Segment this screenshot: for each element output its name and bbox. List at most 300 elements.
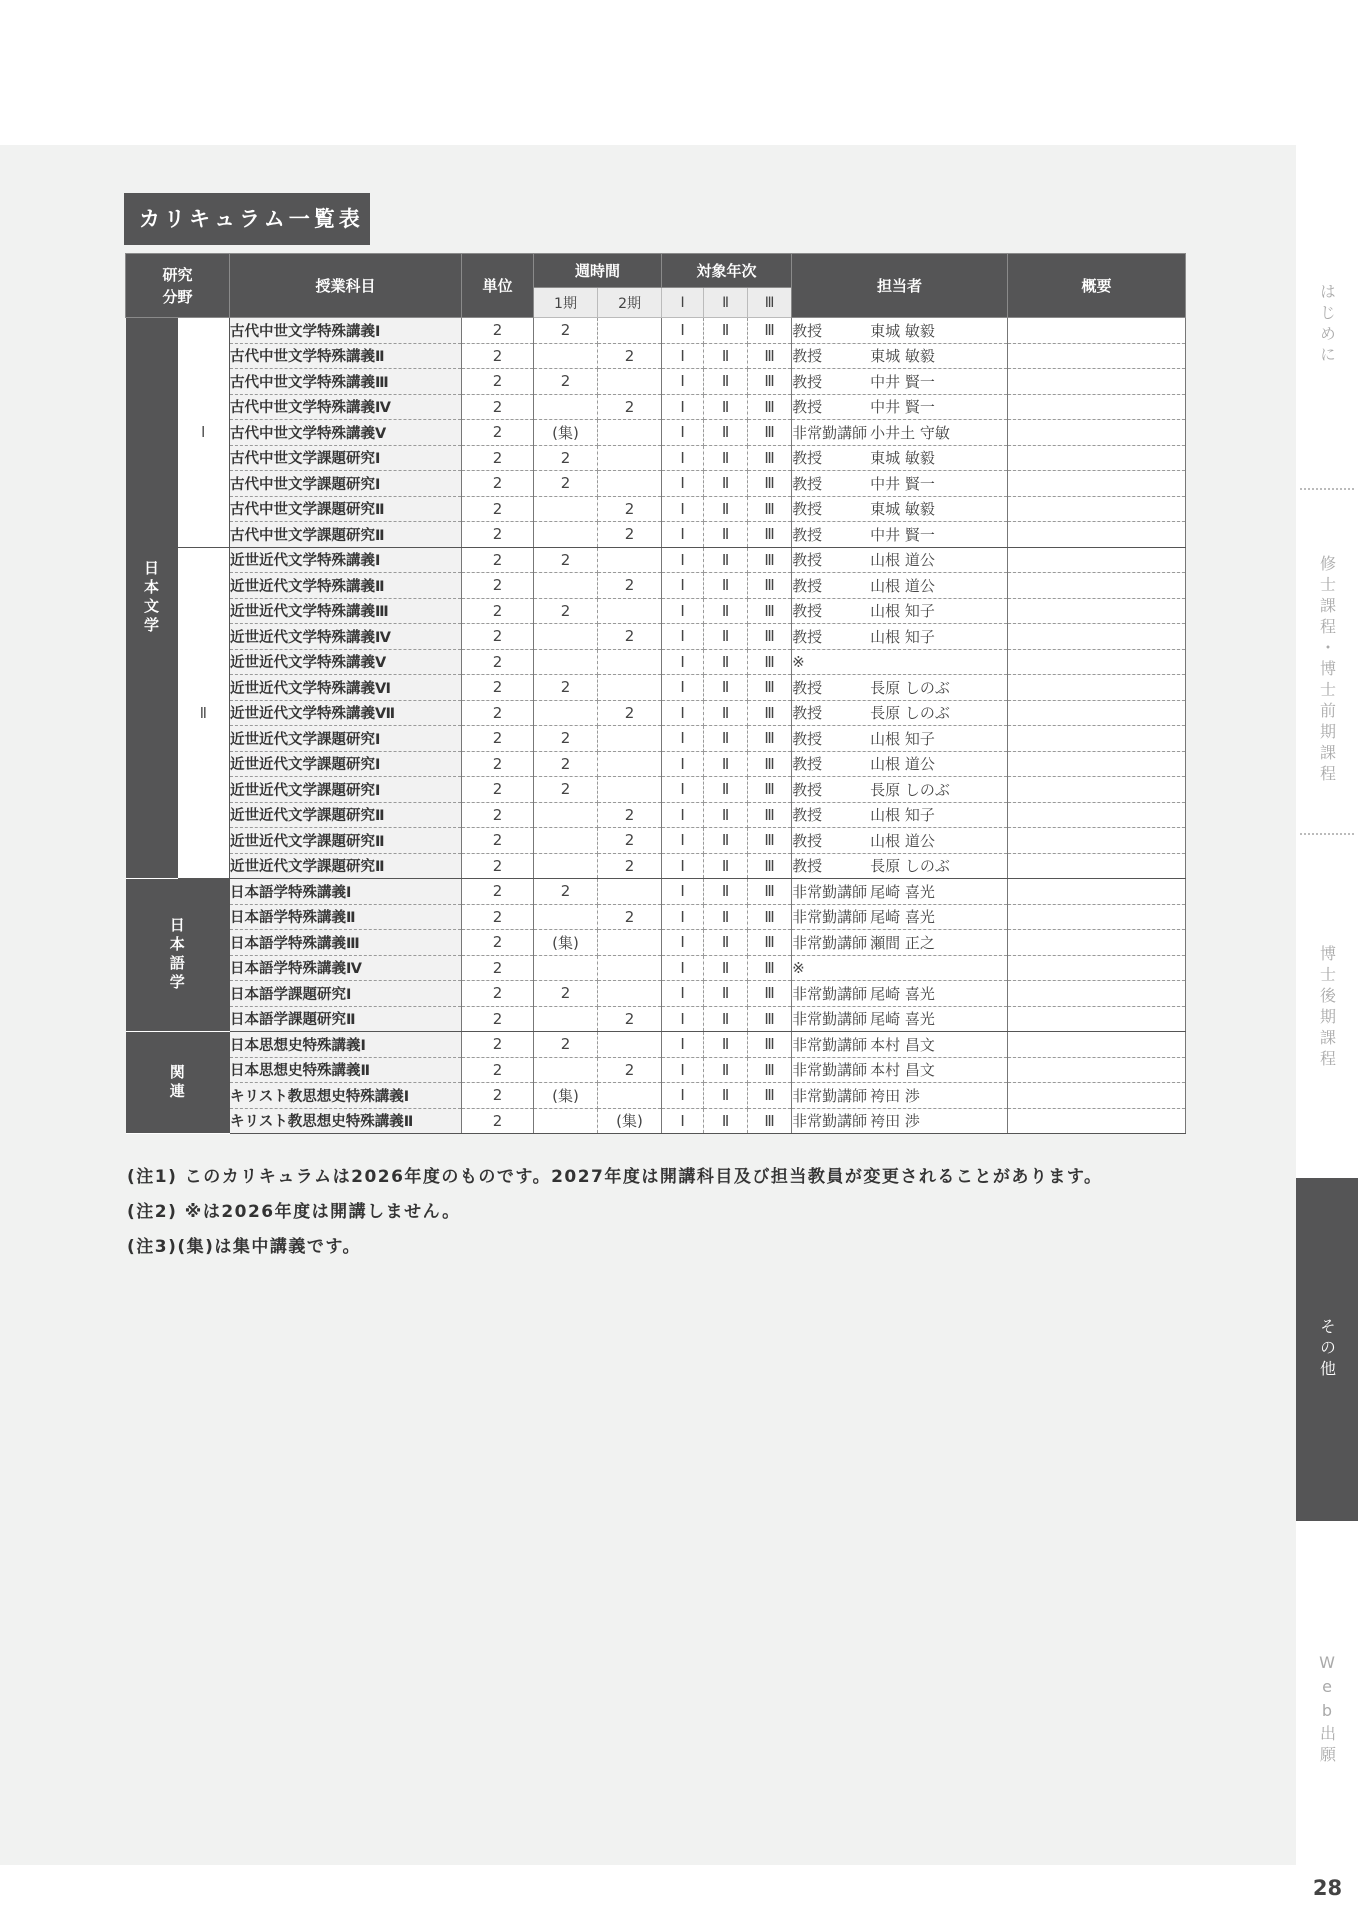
table-row [126,369,1186,395]
year1-cell: Ⅰ [662,649,704,675]
term1-cell [534,1108,598,1134]
tab-web-application[interactable] [1296,1635,1358,1785]
summary-cell [1008,445,1186,471]
year3-cell: Ⅲ [748,828,792,854]
term2-cell: 2 [598,904,662,930]
subfield-label: Ⅱ [178,547,230,879]
term1-cell: 2 [534,471,598,497]
subject-cell: 近世近代文学課題研究Ⅰ [230,777,462,803]
table-row [126,471,1186,497]
term1-cell [534,955,598,981]
year3-cell: Ⅲ [748,394,792,420]
term1-cell [534,904,598,930]
year1-cell: Ⅰ [662,726,704,752]
table-row [126,802,1186,828]
year3-cell: Ⅲ [748,598,792,624]
year3-cell: Ⅲ [748,471,792,497]
subject-cell: 近世近代文学特殊講義Ⅳ [230,624,462,650]
term2-cell [598,318,662,344]
instructor-name: 袴田 渉 [870,1112,920,1131]
tab-label: Web出願 [1317,1653,1337,1767]
summary-cell [1008,1083,1186,1109]
year2-cell: Ⅱ [704,955,748,981]
summary-cell [1008,420,1186,446]
instructor-name: 東城 敏毅 [870,500,935,519]
credits-cell: 2 [462,649,534,675]
instructor-cell [792,1032,1008,1058]
instructor-cell [792,420,1008,446]
summary-cell [1008,904,1186,930]
year3-cell: Ⅲ [748,1057,792,1083]
year3-cell: Ⅲ [748,573,792,599]
instructor-cell [792,394,1008,420]
credits-cell: 2 [462,828,534,854]
field-label: 関連 [126,1032,230,1134]
header-year2: Ⅱ [704,288,748,318]
tab-doctoral[interactable] [1296,925,1358,1090]
table-row [126,598,1186,624]
instructor-name: 尾崎 喜光 [870,908,935,927]
instructor-title: ※ [792,958,805,977]
header-field: 研究 分野 [126,254,230,318]
year2-cell: Ⅱ [704,573,748,599]
instructor-title: ※ [792,652,805,671]
instructor-cell [792,496,1008,522]
credits-cell: 2 [462,394,534,420]
subject-cell: 近世近代文学特殊講義Ⅴ [230,649,462,675]
year2-cell: Ⅱ [704,496,748,522]
instructor-name: 中井 賢一 [870,474,935,493]
year1-cell: Ⅰ [662,547,704,573]
year2-cell: Ⅱ [704,1108,748,1134]
summary-cell [1008,1032,1186,1058]
year2-cell: Ⅱ [704,420,748,446]
table-row [126,828,1186,854]
term2-cell [598,547,662,573]
year1-cell: Ⅰ [662,445,704,471]
term2-cell [598,751,662,777]
year3-cell: Ⅲ [748,624,792,650]
credits-cell: 2 [462,1108,534,1134]
table-row [126,1083,1186,1109]
table-row [126,751,1186,777]
instructor-title: 教授 [792,576,823,595]
year1-cell: Ⅰ [662,318,704,344]
summary-cell [1008,879,1186,905]
summary-cell [1008,547,1186,573]
term1-cell: 2 [534,675,598,701]
year3-cell: Ⅲ [748,904,792,930]
instructor-cell [792,751,1008,777]
year2-cell: Ⅱ [704,802,748,828]
term2-cell [598,675,662,701]
year3-cell: Ⅲ [748,1108,792,1134]
instructor-title: 教授 [792,806,823,825]
summary-cell [1008,318,1186,344]
instructor-title: 教授 [792,551,823,570]
instructor-title: 教授 [792,398,823,417]
subject-cell: 日本語学特殊講義Ⅱ [230,904,462,930]
year3-cell: Ⅲ [748,1083,792,1109]
credits-cell: 2 [462,598,534,624]
summary-cell [1008,394,1186,420]
instructor-name: 中井 賢一 [870,398,935,417]
table-row [126,700,1186,726]
instructor-name: 小井土 守敏 [870,423,950,442]
subject-cell: 古代中世文学課題研究Ⅰ [230,471,462,497]
table-row [126,879,1186,905]
year2-cell: Ⅱ [704,751,748,777]
table-row [126,420,1186,446]
credits-cell: 2 [462,624,534,650]
credits-cell: 2 [462,955,534,981]
year2-cell: Ⅱ [704,369,748,395]
credits-cell: 2 [462,496,534,522]
year3-cell: Ⅲ [748,369,792,395]
year1-cell: Ⅰ [662,1108,704,1134]
term2-cell: 2 [598,802,662,828]
year1-cell: Ⅰ [662,1032,704,1058]
instructor-cell [792,828,1008,854]
instructor-title: 教授 [792,704,823,723]
year2-cell: Ⅱ [704,471,748,497]
subject-cell: 日本語学特殊講義Ⅰ [230,879,462,905]
term1-cell: 2 [534,981,598,1007]
field-label: 日本語学 [126,879,230,1032]
instructor-cell [792,700,1008,726]
term2-cell: 2 [598,828,662,854]
credits-cell: 2 [462,726,534,752]
credits-cell: 2 [462,751,534,777]
instructor-cell [792,369,1008,395]
credits-cell: 2 [462,369,534,395]
credits-cell: 2 [462,318,534,344]
subject-cell: 古代中世文学特殊講義Ⅴ [230,420,462,446]
credits-cell: 2 [462,904,534,930]
summary-cell [1008,700,1186,726]
instructor-title: 教授 [792,347,823,366]
term2-cell [598,598,662,624]
tab-label: はじめに [1317,283,1337,367]
instructor-name: 本村 昌文 [870,1035,935,1054]
year2-cell: Ⅱ [704,930,748,956]
table-body [126,318,1186,1134]
year1-cell: Ⅰ [662,879,704,905]
year3-cell: Ⅲ [748,726,792,752]
term1-cell: 2 [534,726,598,752]
year1-cell: Ⅰ [662,955,704,981]
instructor-cell [792,675,1008,701]
year2-cell: Ⅱ [704,547,748,573]
summary-cell [1008,1006,1186,1032]
instructor-name: 東城 敏毅 [870,449,935,468]
note-1: (注1) このカリキュラムは2026年度のものです。2027年度は開講科目及び担当教員が変更されることがあります。 [127,1167,1103,1187]
summary-cell [1008,751,1186,777]
summary-cell [1008,955,1186,981]
term1-cell [534,828,598,854]
table-row [126,624,1186,650]
year2-cell: Ⅱ [704,1057,748,1083]
instructor-name: 山根 知子 [870,729,935,748]
instructor-cell [792,471,1008,497]
subject-cell: 近世近代文学課題研究Ⅰ [230,751,462,777]
year1-cell: Ⅰ [662,675,704,701]
credits-cell: 2 [462,981,534,1007]
term2-cell [598,879,662,905]
instructor-name: 山根 道公 [870,831,935,850]
year1-cell: Ⅰ [662,1057,704,1083]
table-row [126,726,1186,752]
note-2: (注2) ※は2026年度は開講しません。 [127,1202,461,1222]
term2-cell [598,471,662,497]
instructor-title: 教授 [792,857,823,876]
instructor-name: 東城 敏毅 [870,321,935,340]
table-row [126,930,1186,956]
year1-cell: Ⅰ [662,369,704,395]
summary-cell [1008,522,1186,548]
subject-cell: 古代中世文学課題研究Ⅱ [230,496,462,522]
instructor-title: 非常勤講師 [792,1010,868,1029]
tab-other[interactable] [1296,1178,1358,1521]
instructor-name: 尾崎 喜光 [870,984,935,1003]
term1-cell: 2 [534,598,598,624]
term1-cell: 2 [534,445,598,471]
year3-cell: Ⅲ [748,522,792,548]
summary-cell [1008,598,1186,624]
term2-cell [598,955,662,981]
year1-cell: Ⅰ [662,573,704,599]
year1-cell: Ⅰ [662,853,704,879]
instructor-title: 教授 [792,372,823,391]
table-row [126,955,1186,981]
instructor-name: 山根 知子 [870,806,935,825]
year3-cell: Ⅲ [748,955,792,981]
year2-cell: Ⅱ [704,700,748,726]
year3-cell: Ⅲ [748,1006,792,1032]
instructor-title: 教授 [792,474,823,493]
header-summary: 概要 [1008,254,1186,318]
instructor-cell [792,624,1008,650]
summary-cell [1008,573,1186,599]
year2-cell: Ⅱ [704,394,748,420]
tab-divider [1300,833,1354,835]
tab-divider [1300,488,1354,490]
subject-cell: 古代中世文学課題研究Ⅱ [230,522,462,548]
year3-cell: Ⅲ [748,649,792,675]
instructor-name: 瀬間 正之 [870,933,935,952]
summary-cell [1008,1108,1186,1134]
subject-cell: キリスト教思想史特殊講義Ⅱ [230,1108,462,1134]
table-row [126,853,1186,879]
year1-cell: Ⅰ [662,522,704,548]
term1-cell [534,624,598,650]
term2-cell [598,777,662,803]
year2-cell: Ⅱ [704,445,748,471]
instructor-cell [792,802,1008,828]
instructor-title: 非常勤講師 [792,1086,868,1105]
term2-cell [598,445,662,471]
summary-cell [1008,828,1186,854]
instructor-name: 長原 しのぶ [870,780,950,799]
instructor-cell [792,343,1008,369]
year3-cell: Ⅲ [748,445,792,471]
year2-cell: Ⅱ [704,1032,748,1058]
year1-cell: Ⅰ [662,471,704,497]
instructor-cell [792,955,1008,981]
credits-cell: 2 [462,1083,534,1109]
summary-cell [1008,496,1186,522]
instructor-title: 教授 [792,755,823,774]
instructor-title: 教授 [792,678,823,697]
year3-cell: Ⅲ [748,777,792,803]
year2-cell: Ⅱ [704,522,748,548]
year1-cell: Ⅰ [662,394,704,420]
summary-cell [1008,675,1186,701]
year1-cell: Ⅰ [662,700,704,726]
year2-cell: Ⅱ [704,343,748,369]
term1-cell [534,573,598,599]
year2-cell: Ⅱ [704,828,748,854]
tab-introduction[interactable] [1296,240,1358,410]
header-term1: 1期 [534,288,598,318]
year3-cell: Ⅲ [748,343,792,369]
summary-cell [1008,981,1186,1007]
instructor-name: 長原 しのぶ [870,857,950,876]
term1-cell [534,394,598,420]
year1-cell: Ⅰ [662,828,704,854]
year1-cell: Ⅰ [662,624,704,650]
table-row [126,904,1186,930]
instructor-title: 教授 [792,729,823,748]
note-3: (注3)(集)は集中講義です。 [127,1237,362,1257]
term1-cell: 2 [534,318,598,344]
tab-label: 修士課程・博士前期課程 [1317,555,1337,786]
term1-cell: 2 [534,547,598,573]
summary-cell [1008,726,1186,752]
table-row [126,777,1186,803]
instructor-cell [792,1083,1008,1109]
instructor-cell [792,726,1008,752]
year3-cell: Ⅲ [748,802,792,828]
header-term2: 2期 [598,288,662,318]
table-row [126,573,1186,599]
instructor-name: 東城 敏毅 [870,347,935,366]
instructor-title: 非常勤講師 [792,1035,868,1054]
instructor-cell [792,649,1008,675]
instructor-name: 山根 道公 [870,576,935,595]
year3-cell: Ⅲ [748,853,792,879]
credits-cell: 2 [462,1057,534,1083]
year1-cell: Ⅰ [662,420,704,446]
table-row [126,1057,1186,1083]
instructor-name: 中井 賢一 [870,372,935,391]
term2-cell [598,369,662,395]
notes [127,1163,1103,1268]
term1-cell: 2 [534,751,598,777]
table-row [126,981,1186,1007]
term1-cell [534,649,598,675]
instructor-cell [792,445,1008,471]
summary-cell [1008,649,1186,675]
instructor-title: 非常勤講師 [792,423,868,442]
table-row [126,1006,1186,1032]
term2-cell: 2 [598,1057,662,1083]
subject-cell: 日本語学特殊講義Ⅳ [230,955,462,981]
instructor-title: 教授 [792,831,823,850]
tab-label: 博士後期課程 [1317,944,1337,1071]
subject-cell: 日本思想史特殊講義Ⅱ [230,1057,462,1083]
year2-cell: Ⅱ [704,624,748,650]
credits-cell: 2 [462,930,534,956]
year3-cell: Ⅲ [748,675,792,701]
instructor-name: 尾崎 喜光 [870,1010,935,1029]
header-credits: 単位 [462,254,534,318]
year3-cell: Ⅲ [748,751,792,777]
instructor-name: 山根 道公 [870,755,935,774]
term1-cell: (集) [534,1083,598,1109]
instructor-cell [792,853,1008,879]
term2-cell: 2 [598,343,662,369]
term2-cell [598,1032,662,1058]
instructor-name: 袴田 渉 [870,1086,920,1105]
year3-cell: Ⅲ [748,420,792,446]
instructor-cell [792,522,1008,548]
page-number: 28 [1312,1876,1343,1900]
term1-cell [534,496,598,522]
year3-cell: Ⅲ [748,496,792,522]
term2-cell [598,420,662,446]
year2-cell: Ⅱ [704,879,748,905]
term1-cell: 2 [534,1032,598,1058]
field-label: 日本文学 [126,318,178,879]
table-row [126,522,1186,548]
instructor-title: 非常勤講師 [792,933,868,952]
credits-cell: 2 [462,675,534,701]
subject-cell: 日本語学特殊講義Ⅲ [230,930,462,956]
header-instructor: 担当者 [792,254,1008,318]
year1-cell: Ⅰ [662,777,704,803]
instructor-cell [792,981,1008,1007]
subject-cell: 日本語学課題研究Ⅱ [230,1006,462,1032]
year1-cell: Ⅰ [662,802,704,828]
table-row [126,445,1186,471]
year2-cell: Ⅱ [704,318,748,344]
instructor-title: 教授 [792,321,823,340]
year3-cell: Ⅲ [748,1032,792,1058]
year3-cell: Ⅲ [748,318,792,344]
credits-cell: 2 [462,343,534,369]
term2-cell: 2 [598,394,662,420]
instructor-name: 山根 知子 [870,627,935,646]
instructor-title: 非常勤講師 [792,984,868,1003]
instructor-title: 非常勤講師 [792,908,868,927]
instructor-title: 教授 [792,627,823,646]
year3-cell: Ⅲ [748,879,792,905]
year1-cell: Ⅰ [662,1006,704,1032]
credits-cell: 2 [462,1032,534,1058]
credits-cell: 2 [462,445,534,471]
instructor-title: 教授 [792,525,823,544]
instructor-name: 中井 賢一 [870,525,935,544]
tab-masters[interactable] [1296,533,1358,808]
subject-cell: キリスト教思想史特殊講義Ⅰ [230,1083,462,1109]
instructor-cell [792,904,1008,930]
year1-cell: Ⅰ [662,496,704,522]
year3-cell: Ⅲ [748,930,792,956]
summary-cell [1008,777,1186,803]
credits-cell: 2 [462,573,534,599]
year1-cell: Ⅰ [662,930,704,956]
